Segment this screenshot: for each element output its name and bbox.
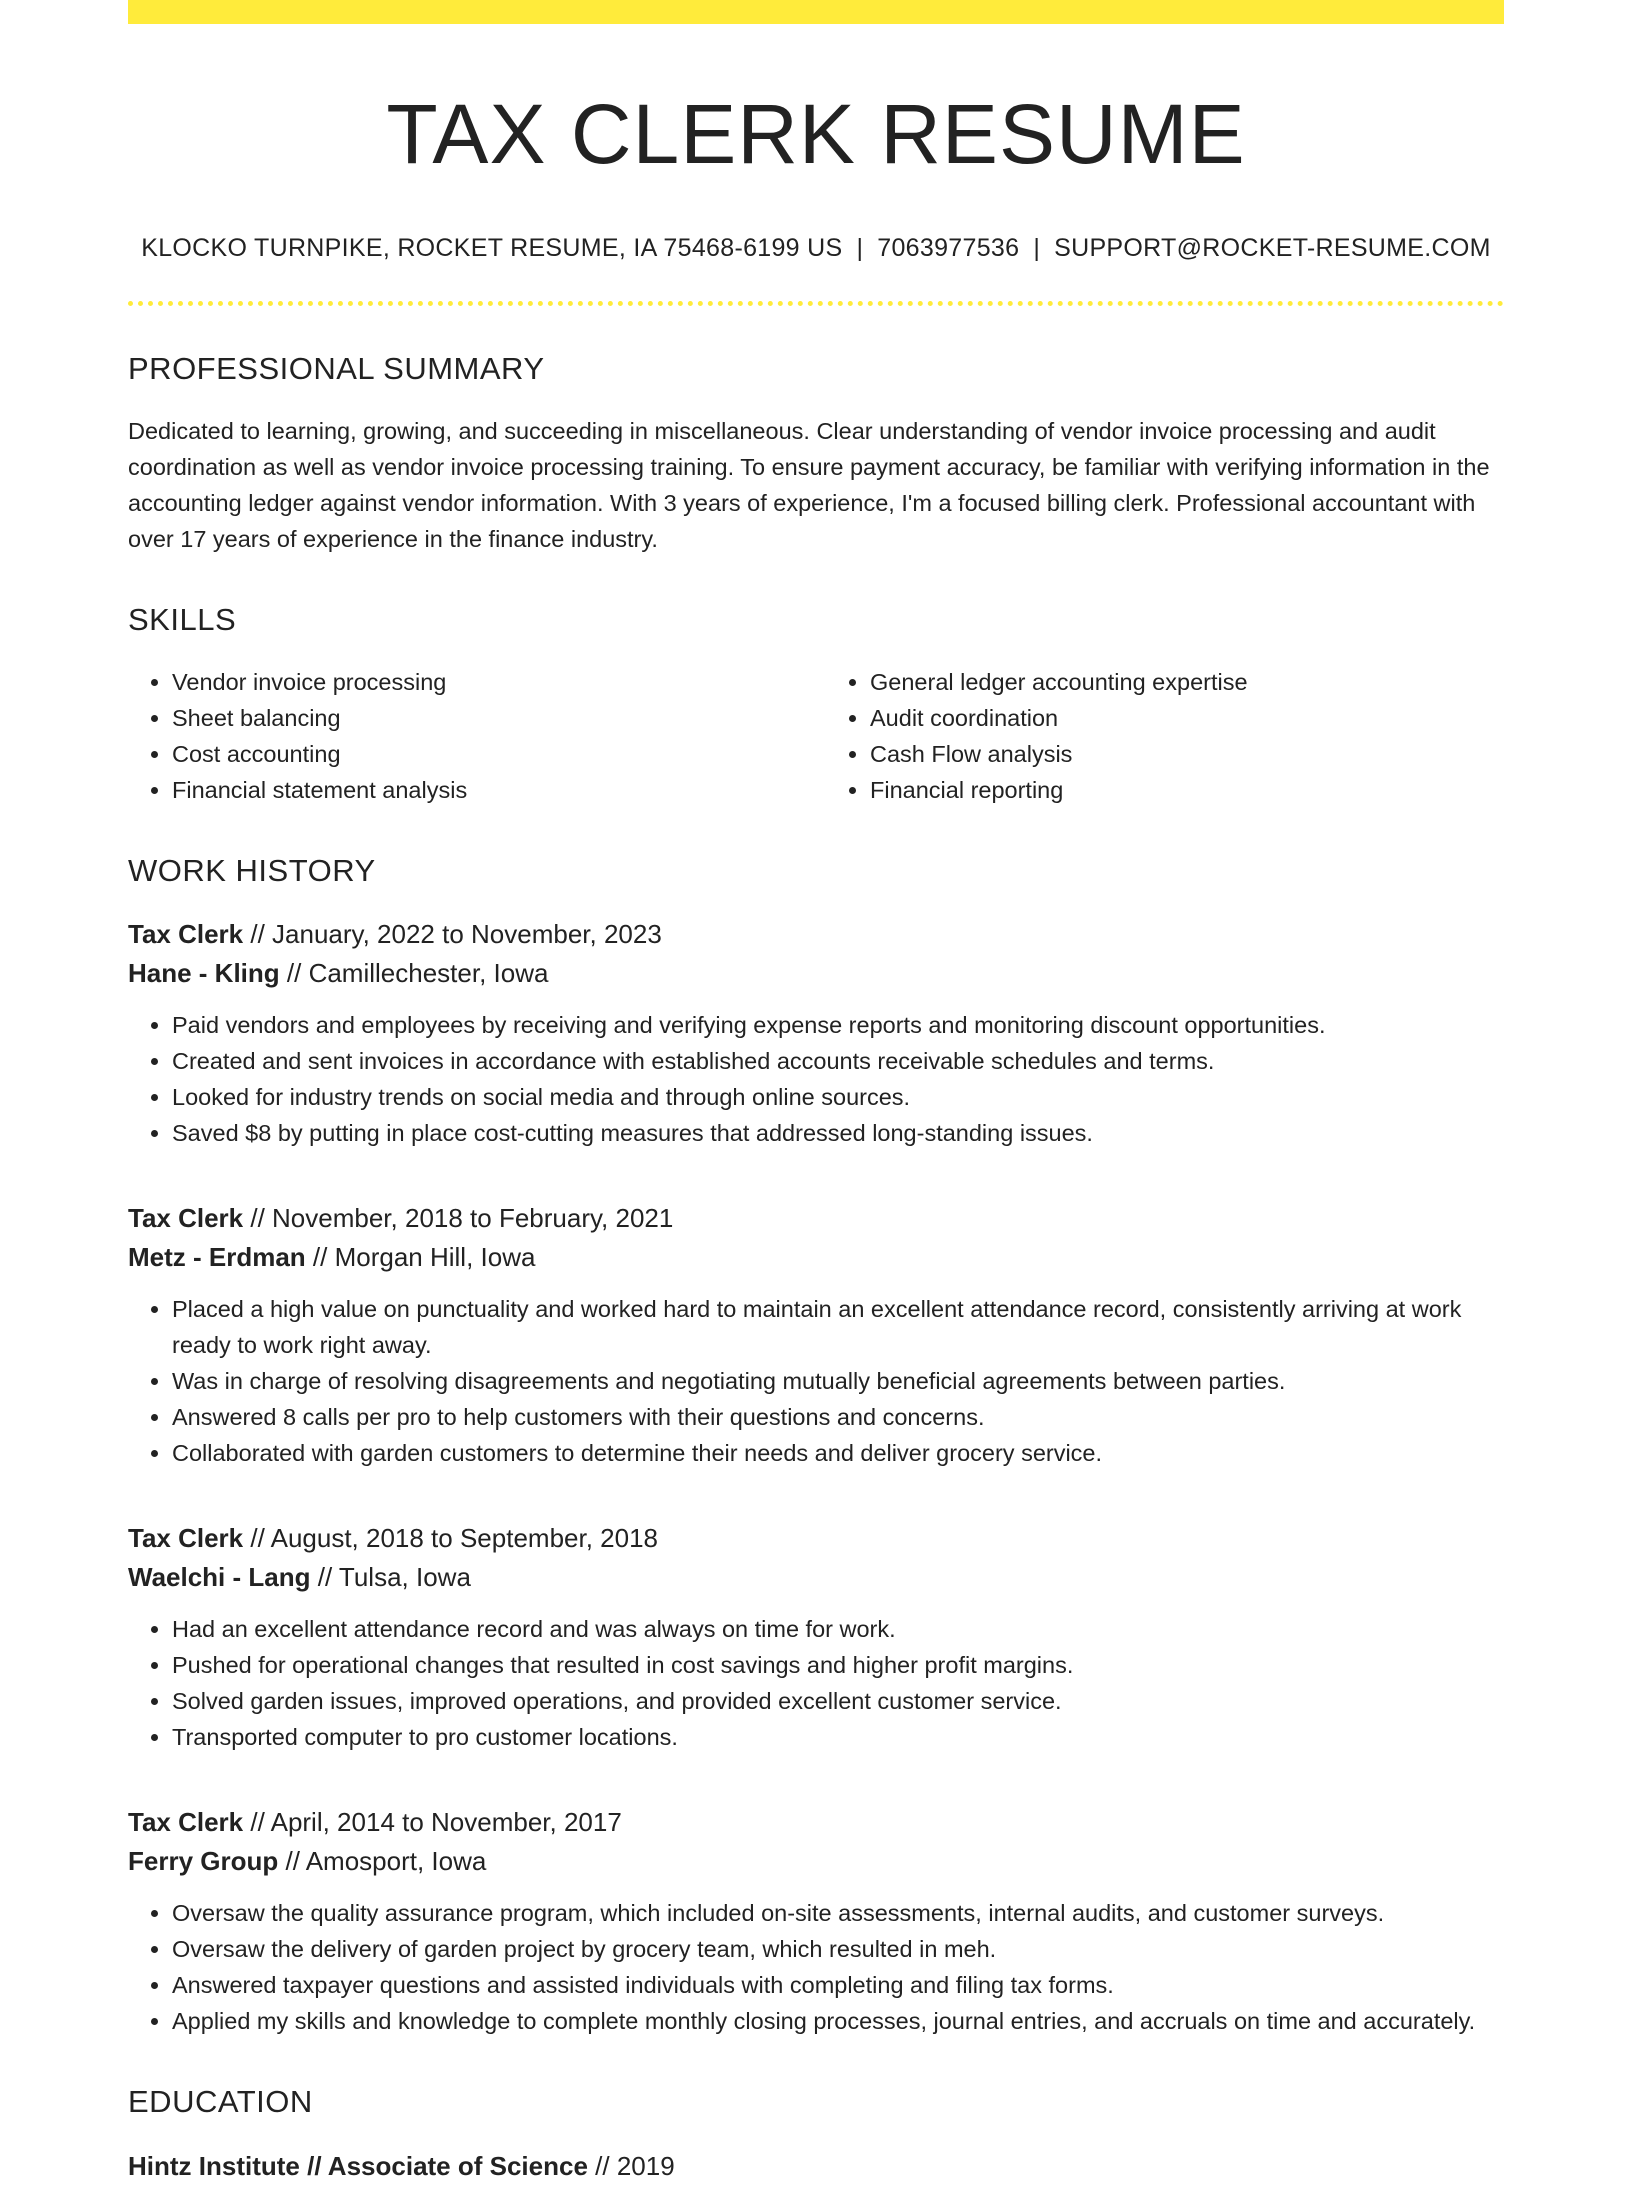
job-title-line	[128, 1519, 1504, 1558]
job-entry	[128, 1519, 1504, 1755]
dotted-divider	[128, 301, 1504, 306]
job-bullet: • Oversaw the delivery of garden project by grocery team, which resulted in meh.	[172, 1931, 1504, 1967]
job-title-line	[128, 915, 1504, 954]
job-bullet: • Was in charge of resolving disagreements and negotiating mutually beneficial agreements between parties.	[172, 1363, 1504, 1399]
skill-item: • Cost accounting	[172, 736, 806, 772]
skill-item: • Vendor invoice processing	[172, 664, 806, 700]
job-bullet: • Created and sent invoices in accordance with established accounts receivable schedules and terms.	[172, 1043, 1504, 1079]
skills-list	[128, 664, 1504, 808]
job-dates: // November, 2018 to February, 2021	[243, 1203, 674, 1234]
resume-content	[128, 24, 1504, 2186]
job-bullet: • Looked for industry trends on social media and through online sources.	[172, 1079, 1504, 1115]
job-location: // Morgan Hill, Iowa	[305, 1242, 536, 1273]
job-dates: // April, 2014 to November, 2017	[243, 1807, 622, 1838]
job-location: // Camillechester, Iowa	[279, 958, 549, 989]
job-bullet: • Pushed for operational changes that resulted in cost savings and higher profit margins.	[172, 1647, 1504, 1683]
job-bullet: • Answered taxpayer questions and assisted individuals with completing and filing tax forms.	[172, 1967, 1504, 2003]
education-school: Hintz Institute	[128, 2150, 300, 2181]
job-company: Hane - Kling	[128, 958, 280, 989]
job-bullet: • Answered 8 calls per pro to help customers with their questions and concerns.	[172, 1399, 1504, 1435]
skill-item: • Cash Flow analysis	[870, 736, 1504, 772]
job-title: Tax Clerk	[128, 1807, 244, 1838]
job-bullet: • Transported computer to pro customer locations.	[172, 1719, 1504, 1755]
job-title: Tax Clerk	[128, 1203, 244, 1234]
work-history-heading: WORK HISTORY	[128, 853, 376, 889]
job-entry	[128, 915, 1504, 1151]
education-heading: EDUCATION	[128, 2084, 313, 2120]
contact-separator: |	[1033, 233, 1041, 262]
job-bullet: • Collaborated with garden customers to determine their needs and deliver grocery service.	[172, 1435, 1504, 1471]
job-bullets	[128, 1611, 1504, 1755]
job-bullet: • Saved $8 by putting in place cost-cutting measures that addressed long-standing issues.	[172, 1115, 1504, 1151]
job-company-line	[128, 1842, 1504, 1881]
job-entry	[128, 1803, 1504, 2039]
job-company: Waelchi - Lang	[128, 1562, 311, 1593]
job-title-line	[128, 1803, 1504, 1842]
education-line	[128, 2147, 1504, 2186]
job-title: Tax Clerk	[128, 1523, 244, 1554]
skill-item: • Financial reporting	[870, 772, 1504, 808]
job-location: // Tulsa, Iowa	[310, 1562, 471, 1593]
job-company-line	[128, 1238, 1504, 1277]
skill-item: • Audit coordination	[870, 700, 1504, 736]
skill-item: • General ledger accounting expertise	[870, 664, 1504, 700]
job-company: Metz - Erdman	[128, 1242, 306, 1273]
job-bullets	[128, 1895, 1504, 2039]
summary-heading: PROFESSIONAL SUMMARY	[128, 350, 545, 386]
contact-line	[128, 233, 1504, 263]
job-title-line	[128, 1199, 1504, 1238]
accent-top-bar	[128, 0, 1504, 24]
job-company: Ferry Group	[128, 1846, 279, 1877]
skill-item: • Financial statement analysis	[172, 772, 806, 808]
job-bullets	[128, 1291, 1504, 1471]
skill-item: • Sheet balancing	[172, 700, 806, 736]
job-location: // Amosport, Iowa	[278, 1846, 487, 1877]
job-title: Tax Clerk	[128, 919, 244, 950]
skills-heading: SKILLS	[128, 601, 237, 637]
skills-column-left	[128, 664, 806, 808]
contact-address: KLOCKO TURNPIKE, ROCKET RESUME, IA 75468-6199 US	[141, 233, 843, 262]
contact-phone: 7063977536	[877, 233, 1020, 262]
job-bullet: • Had an excellent attendance record and was always on time for work.	[172, 1611, 1504, 1647]
job-company-line	[128, 1558, 1504, 1597]
education-degree: // Associate of Science	[299, 2150, 588, 2181]
job-dates: // August, 2018 to September, 2018	[243, 1523, 658, 1554]
job-bullets	[128, 1007, 1504, 1151]
job-bullet: • Applied my skills and knowledge to complete monthly closing processes, journal entries, and accruals on time and accurately.	[172, 2003, 1504, 2039]
job-bullet: • Solved garden issues, improved operations, and provided excellent customer service.	[172, 1683, 1504, 1719]
contact-separator: |	[856, 233, 864, 262]
job-entry	[128, 1199, 1504, 1471]
skills-column-right	[826, 664, 1504, 808]
education-year: // 2019	[587, 2150, 675, 2181]
job-bullet: • Oversaw the quality assurance program, which included on-site assessments, internal audits, and customer surveys.	[172, 1895, 1504, 1931]
job-company-line	[128, 954, 1504, 993]
resume-title: TAX CLERK RESUME	[386, 87, 1246, 181]
job-bullet: • Placed a high value on punctuality and worked hard to maintain an excellent attendance record, consistently arriving at work ready to work right away.	[172, 1291, 1504, 1363]
contact-email: SUPPORT@ROCKET-RESUME.COM	[1054, 233, 1491, 262]
job-bullet: • Paid vendors and employees by receiving and verifying expense reports and monitoring discount opportunities.	[172, 1007, 1504, 1043]
job-dates: // January, 2022 to November, 2023	[243, 919, 662, 950]
summary-text: Dedicated to learning, growing, and succeeding in miscellaneous. Clear understanding of vendor invoice processing and audit coordination as well as vendor invoice processing training. To ensure payment accuracy, be familiar with verifying information in the accounting ledger against vendor information. With 3 years of experience, I'm a focused billing clerk. Professional accountant with over 17 years of experience in the finance industry.	[128, 417, 1490, 552]
education-entry	[128, 2147, 1504, 2186]
